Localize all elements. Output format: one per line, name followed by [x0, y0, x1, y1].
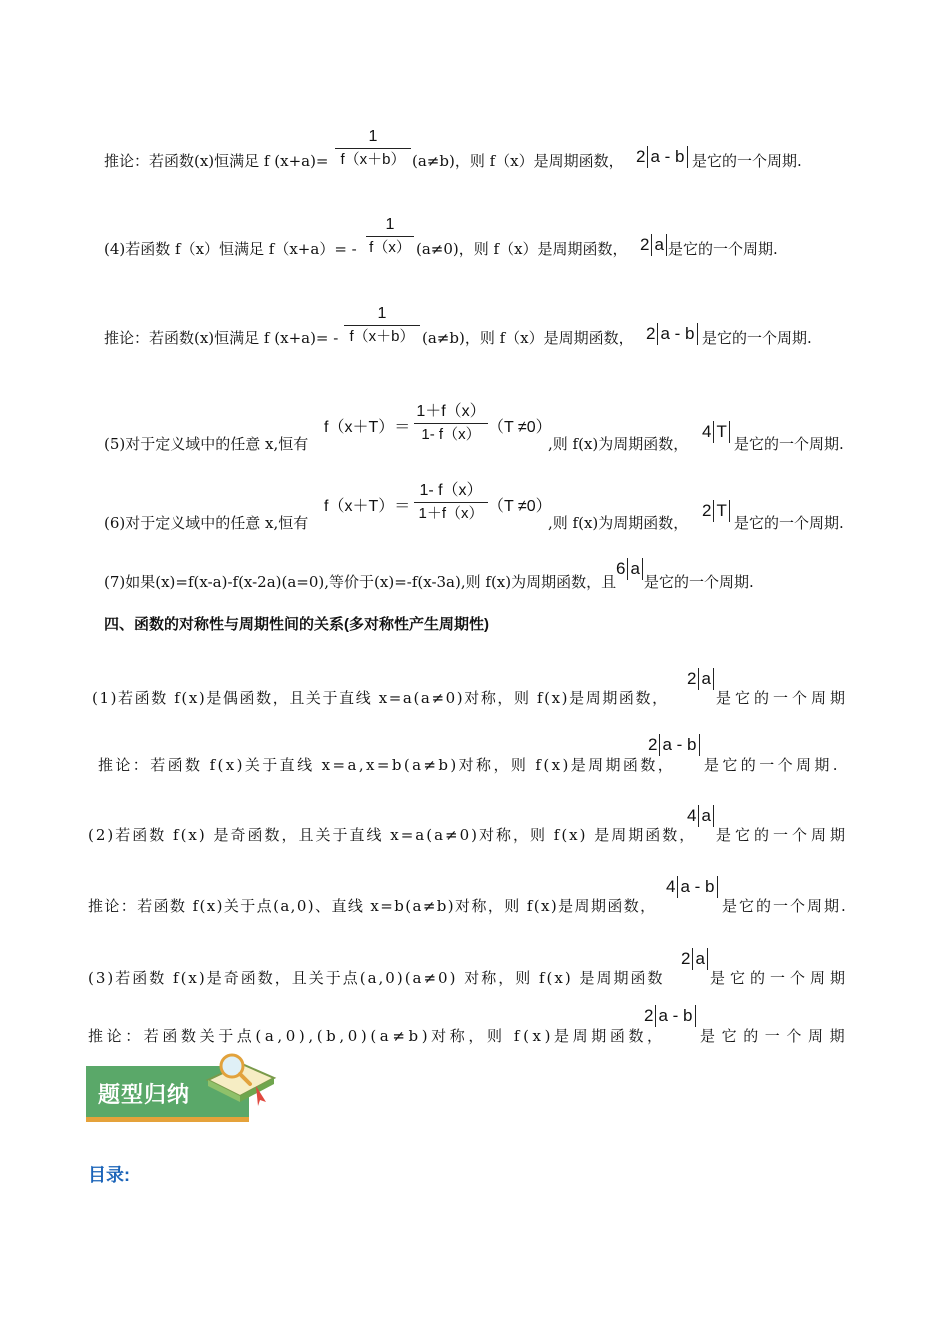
- period-expression: 2 a - b: [646, 323, 700, 345]
- rule-4-post: (a≠0)，则 f（x）是周期函数，: [416, 240, 628, 258]
- symmetry-inference-3: 推论：若函数关于点(a,0),(b,0)(a≠b)对称，则 f(x)是周期函数，: [88, 1027, 666, 1045]
- fraction-1: [335, 127, 411, 170]
- period-tail: 是它的一个周期.: [722, 897, 848, 915]
- period-expression: 2 a - b: [644, 1005, 698, 1027]
- inference-line-1: 推论：若函数(x)恒满足 f (x+a)=: [104, 152, 329, 170]
- fraction-5: 1- f（x） 1＋f（x）: [414, 481, 488, 524]
- period-expression: 2 a - b: [636, 146, 690, 168]
- period-tail: 是它的一个周期: [710, 969, 851, 987]
- period-expression: 2 a: [681, 948, 710, 970]
- banner-title: 题型归纳: [98, 1082, 191, 1107]
- period-tail: 是它的一个周期: [716, 826, 850, 844]
- fraction-3: 1 f（x＋b）: [344, 304, 420, 347]
- rule-7-line: (7)如果(x)=f(x-a)-f(x-2a)(a=0),等价于(x)=-f(x-3a),则 f(x)为周期函数，且: [104, 573, 617, 591]
- inference-line-2: 推论：若函数(x)恒满足 f (x+a)= -: [104, 329, 339, 347]
- symmetry-rule-3: (3)若函数 f(x)是奇函数，且关于点(a,0)(a≠0) 对称，则 f(x) 是周期函数: [88, 969, 665, 987]
- rule-4-line: (4)若函数 f（x）恒满足 f（x+a）= -: [104, 240, 357, 258]
- rule-6-lhs: f（x＋T）＝: [324, 498, 411, 515]
- rule-5-lhs: f（x＋T）＝: [324, 419, 411, 436]
- fraction-numerator: 1: [368, 128, 378, 145]
- period-tail: 是它的一个周期.: [644, 573, 754, 591]
- period-tail: 是它的一个周期.: [734, 435, 844, 453]
- symmetry-rule-1: (1)若函数 f(x)是偶函数，且关于直线 x=a(a≠0)对称，则 f(x)是周期函数，: [92, 689, 669, 707]
- period-expression: 2 a - b: [648, 734, 702, 756]
- rule-5-condition: （T ≠0）: [488, 419, 552, 436]
- period-expression: 4 a: [687, 805, 716, 827]
- period-expression: 2 a: [687, 668, 716, 690]
- rule-6-line: (6)对于定义域中的任意 x,恒有: [104, 514, 309, 532]
- period-tail: 是它的一个周期.: [668, 240, 778, 258]
- period-tail: 是它的一个周期.: [734, 514, 844, 532]
- symmetry-inference-2: 推论：若函数 f(x)关于点(a,0)、直线 x=b(a≠b)对称，则 f(x)是周期函数，: [88, 897, 657, 915]
- period-tail: 是它的一个周期.: [702, 329, 812, 347]
- rule-6-post: ,则 f(x)为周期函数，: [548, 514, 689, 532]
- symmetry-inference-1: 推论：若函数 f(x)关于直线 x=a,x=b(a≠b)对称，则 f(x)是周期函数，: [98, 756, 676, 774]
- fraction-2: 1 f（x）: [366, 215, 414, 258]
- toc-heading: 目录:: [88, 1165, 130, 1185]
- section-heading: 四、函数的对称性与周期性间的关系(多对称性产生周期性): [104, 616, 489, 633]
- period-tail: 是它的一个周期: [700, 1027, 852, 1045]
- book-magnifier-icon: [200, 1050, 280, 1114]
- period-tail: 是它的一个周期.: [692, 152, 802, 170]
- inference-line-2-post: (a≠b)，则 f（x）是周期函数，: [422, 329, 634, 347]
- symmetry-rule-2: (2)若函数 f(x) 是奇函数，且关于直线 x=a(a≠0)对称，则 f(x) 是周期函数，: [88, 826, 697, 844]
- period-tail: 是它的一个周期: [716, 689, 850, 707]
- rule-5-line: (5)对于定义域中的任意 x,恒有: [104, 435, 309, 453]
- period-expression: 2 a: [640, 234, 669, 256]
- rule-6-condition: （T ≠0）: [488, 498, 552, 515]
- fraction-denominator: f（x＋b）: [340, 151, 406, 168]
- period-expression: 6 a: [616, 558, 645, 580]
- period-expression: 2 T: [702, 500, 732, 522]
- inference-line-1-post: (a≠b)，则 f（x）是周期函数，: [412, 152, 624, 170]
- period-tail: 是它的一个周期.: [704, 756, 841, 774]
- period-expression: 4 T: [702, 421, 732, 443]
- rule-5-post: ,则 f(x)为周期函数，: [548, 435, 689, 453]
- fraction-4: 1＋f（x） 1- f（x）: [414, 402, 488, 445]
- period-expression: 4 a - b: [666, 876, 720, 898]
